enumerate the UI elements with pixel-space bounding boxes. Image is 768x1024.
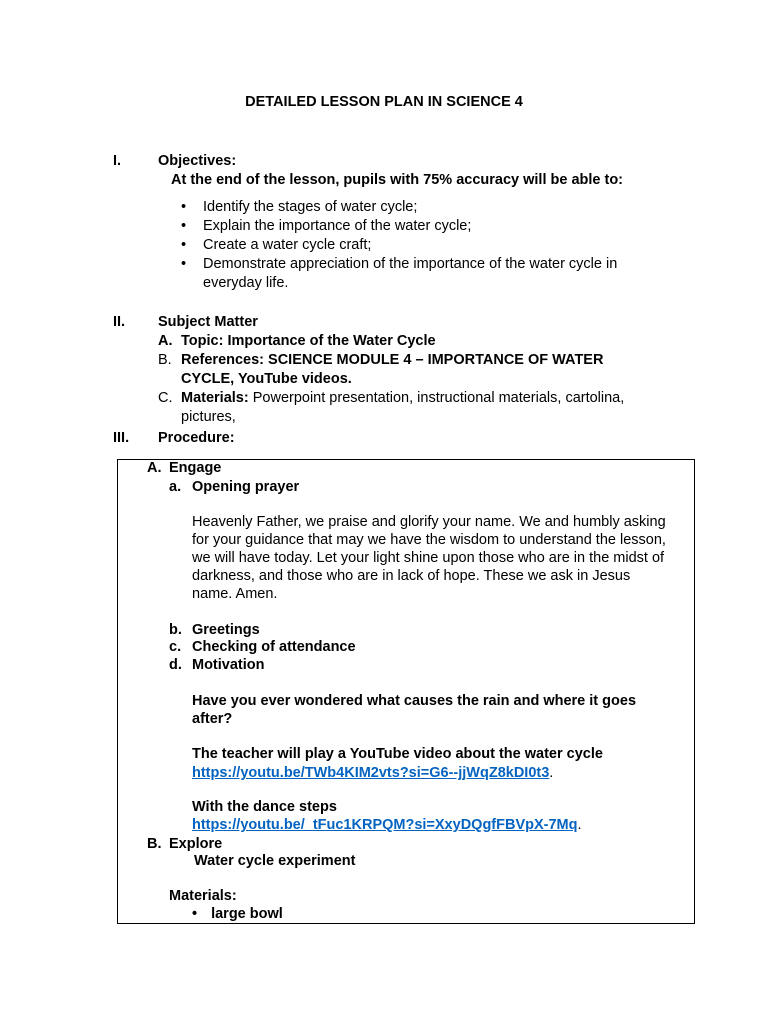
motivation-label: d.	[169, 657, 182, 673]
dance-link[interactable]: https://youtu.be/_tFuc1KRPQM?si=XxyDQgfFBVpX-7Mq	[192, 817, 578, 833]
bullet-icon: •	[181, 256, 187, 272]
dance-link-line: https://youtu.be/_tFuc1KRPQM?si=XxyDQgfFBVpX-7Mq.	[192, 817, 582, 833]
bullet-icon: •	[181, 237, 187, 253]
explore-label: B.	[147, 836, 162, 852]
motivation-heading: Motivation	[192, 657, 265, 673]
bullet-icon: •	[181, 218, 187, 234]
procedure-numeral: III.	[113, 430, 130, 446]
objectives-heading: Objectives:	[158, 153, 237, 169]
objectives-list	[181, 198, 681, 293]
explore-heading: Explore	[169, 836, 223, 852]
bullet-icon: •	[192, 906, 198, 922]
list-item: • Identify the stages of water cycle;	[181, 199, 418, 215]
video-link-line: https://youtu.be/TWb4KIM2vts?si=G6--jjWqZ8kDI0t3.	[192, 765, 554, 781]
materials-item: C. Materials: Powerpoint presentation, instructional materials, cartolina, pictures,	[158, 390, 625, 425]
opening-prayer-heading: Opening prayer	[192, 479, 300, 495]
prayer-text: Heavenly Father, we praise and glorify your name. We and humbly asking for your guidance that may we have the wisdom to understand the lesson, we will have today. Let your light shine upon those who are in the midst of darkness, and those who are in lack of hope. These we ask in Jesus name. Amen.	[192, 514, 666, 602]
greetings-heading: Greetings	[192, 622, 260, 638]
topic-item: A. Topic: Importance of the Water Cycle	[158, 333, 436, 349]
video-instruction: The teacher will play a YouTube video about the water cycle	[192, 746, 603, 762]
subject-matter-list	[158, 332, 658, 427]
materials-heading: Materials:	[169, 888, 237, 904]
engage-label: A.	[147, 460, 162, 476]
video-link[interactable]: https://youtu.be/TWb4KIM2vts?si=G6--jjWqZ8kDI0t3	[192, 765, 550, 781]
opening-prayer-label: a.	[169, 479, 182, 495]
experiment-title: Water cycle experiment	[194, 853, 356, 869]
engage-heading: Engage	[169, 460, 222, 476]
dance-instruction: With the dance steps	[192, 799, 337, 815]
material-item: • large bowl	[192, 906, 283, 922]
motivation-question: Have you ever wondered what causes the rain and where it goes after?	[192, 693, 637, 727]
attendance-label: c.	[169, 639, 182, 655]
list-item: • Explain the importance of the water cycle;	[181, 218, 472, 234]
subject-matter-heading: Subject Matter	[158, 314, 258, 330]
list-item: • Create a water cycle craft;	[181, 237, 372, 253]
objectives-numeral: I.	[113, 153, 122, 169]
objectives-intro: At the end of the lesson, pupils with 75% accuracy will be able to:	[171, 172, 624, 188]
greetings-label: b.	[169, 622, 182, 638]
page-title: DETAILED LESSON PLAN IN SCIENCE 4	[245, 94, 523, 110]
list-item: • Demonstrate appreciation of the importance of the water cycle in everyday life.	[181, 256, 618, 291]
attendance-heading: Checking of attendance	[192, 639, 356, 655]
bullet-icon: •	[181, 199, 187, 215]
references-item: B. References: SCIENCE MODULE 4 – IMPORTANCE OF WATER CYCLE, YouTube videos.	[158, 352, 604, 387]
procedure-heading: Procedure:	[158, 430, 235, 446]
subject-matter-numeral: II.	[113, 314, 126, 330]
